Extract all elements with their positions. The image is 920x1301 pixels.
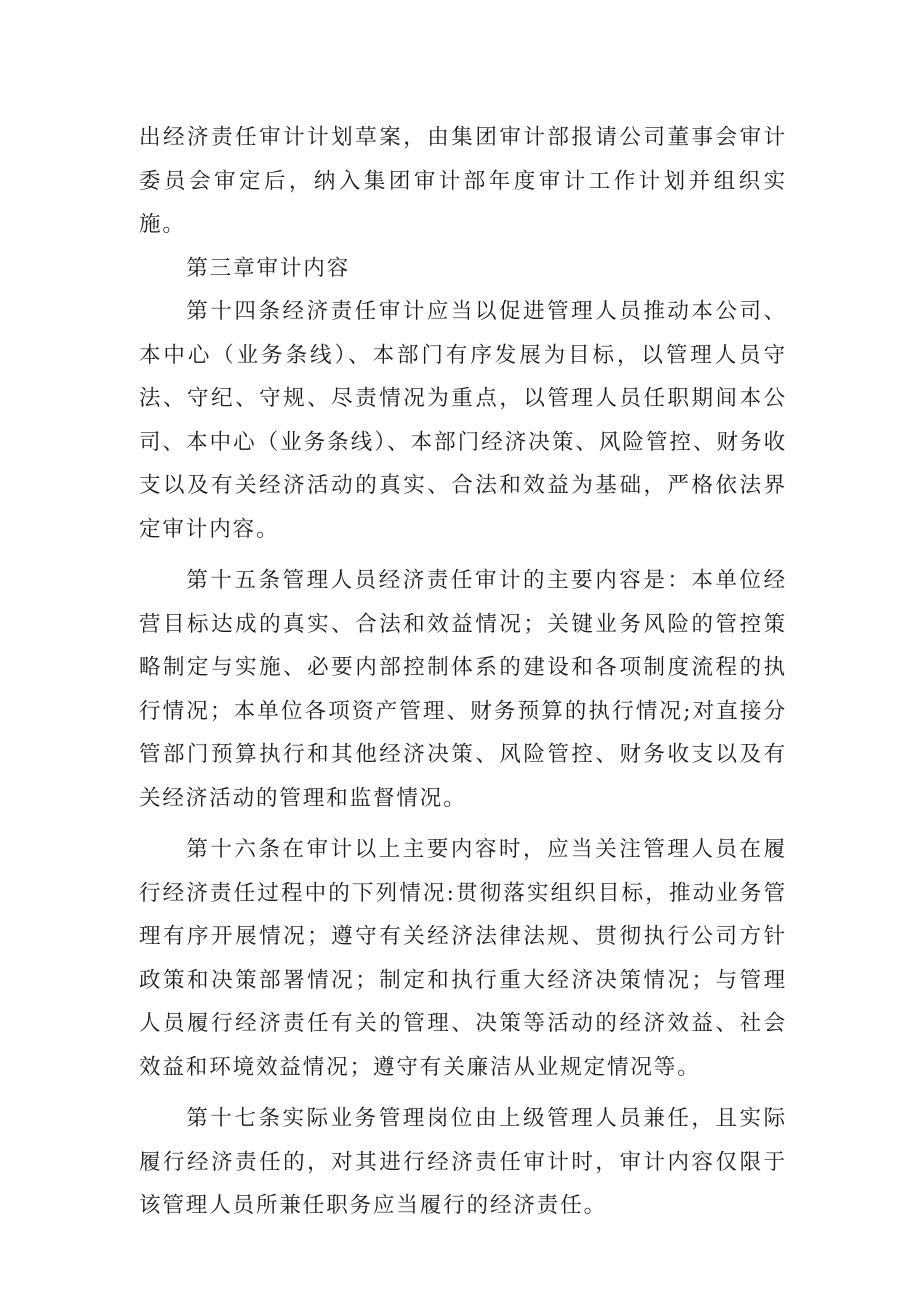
continuation-paragraph: 出经济责任审计计划草案，由集团审计部报请公司董事会审计委员会审定后，纳入集团审计部年度审计工作计划并组织实施。 — [139, 125, 787, 237]
chapter-title: 第三章审计内容 — [186, 255, 351, 281]
article-17-paragraph: 第十七条实际业务管理岗位由上级管理人员兼任，且实际履行经济责任的，对其进行经济责任审计时，审计内容仅限于该管理人员所兼任职务应当履行的经济责任。 — [139, 1106, 787, 1218]
document-body — [139, 116, 787, 1228]
article-14-paragraph: 第十四条经济责任审计应当以促进管理人员推动本公司、本中心（业务条线）、本部门有序发展为目标，以管理人员守法、守纪、守规、尽责情况为重点，以管理人员任职期间本公司、本中心（业务条线）、本部门经济决策、风险管控、财务收支以及有关经济活动的真实、合法和效益为基础，严格依法界定审计内容。 — [139, 299, 787, 542]
article-15-paragraph: 第十五条管理人员经济责任审计的主要内容是：本单位经营目标达成的真实、合法和效益情况；关键业务风险的管控策略制定与实施、必要内部控制体系的建设和各项制度流程的执行情况；本单位各项资产管理、财务预算的执行情况;对直接分管部门预算执行和其他经济决策、风险管控、财务收支以及有关经济活动的管理和监督情况。 — [139, 568, 787, 811]
article-16-paragraph: 第十六条在审计以上主要内容时，应当关注管理人员在履行经济责任过程中的下列情况:贯彻落实组织目标，推动业务管理有序开展情况；遵守有关经济法律法规、贯彻执行公司方针政策和决策部署情况；制定和执行重大经济决策情况；与管理人员履行经济责任有关的管理、决策等活动的经济效益、社会效益和环境效益情况；遵守有关廉洁从业规定情况等。 — [139, 837, 787, 1080]
